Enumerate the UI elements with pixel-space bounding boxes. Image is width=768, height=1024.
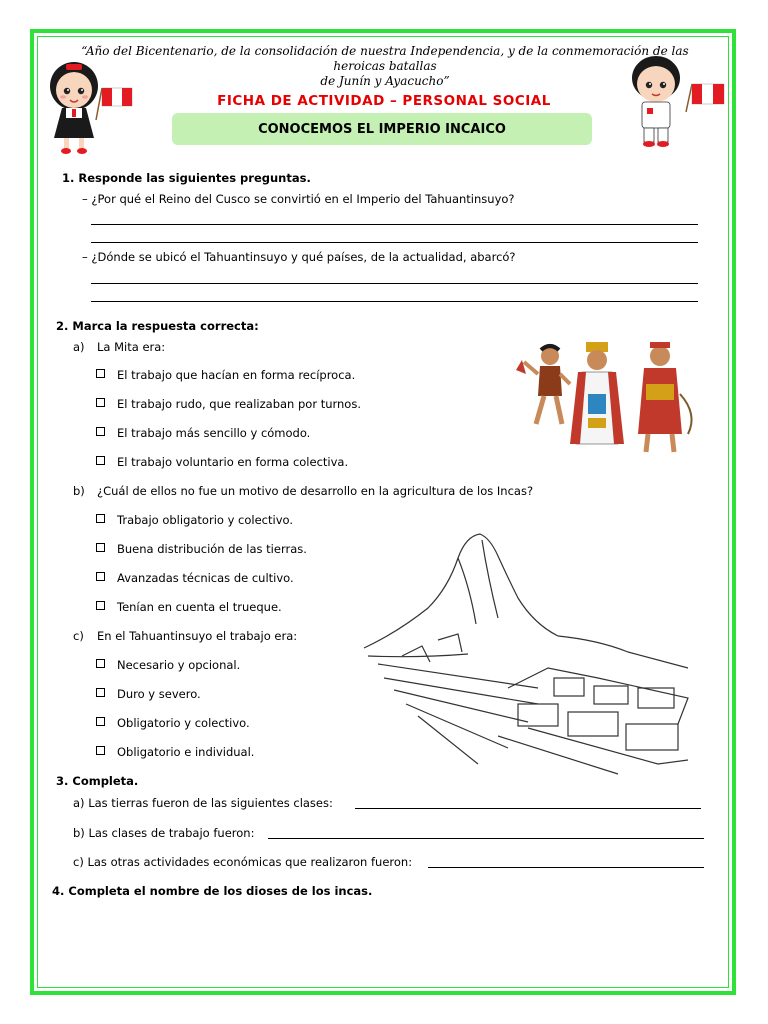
question-b-label: b) xyxy=(73,484,85,498)
quote-line-2: de Junín y Ayacucho” xyxy=(320,74,450,88)
question-a-text: La Mita era: xyxy=(97,340,166,354)
answer-line xyxy=(355,808,701,809)
answer-line xyxy=(91,224,698,225)
answer-line xyxy=(268,838,704,839)
option-a-4[interactable]: El trabajo voluntario en forma colectiva. xyxy=(96,455,348,469)
section-3-item-b: b) Las clases de trabajo fueron: xyxy=(73,826,255,840)
subtitle-text: CONOCEMOS EL IMPERIO INCAICO xyxy=(258,121,506,137)
option-b-4[interactable]: Tenían en cuenta el trueque. xyxy=(96,600,282,614)
machu-picchu-drawing xyxy=(358,528,698,780)
checkbox[interactable] xyxy=(96,601,105,610)
option-a-1[interactable]: El trabajo que hacían en forma recíproca. xyxy=(96,368,355,382)
section-3-heading: 3. Completa. xyxy=(56,774,139,788)
checkbox[interactable] xyxy=(96,456,105,465)
checkbox[interactable] xyxy=(96,398,105,407)
checkbox[interactable] xyxy=(96,572,105,581)
section-2-heading: 2. Marca la respuesta correcta: xyxy=(56,319,259,333)
checkbox[interactable] xyxy=(96,659,105,668)
option-c-2[interactable]: Duro y severo. xyxy=(96,687,201,701)
option-b-2[interactable]: Buena distribución de las tierras. xyxy=(96,542,307,556)
checkbox[interactable] xyxy=(96,369,105,378)
option-b-3[interactable]: Avanzadas técnicas de cultivo. xyxy=(96,571,294,585)
answer-line xyxy=(428,867,704,868)
section-1-heading: 1. Responde las siguientes preguntas. xyxy=(62,171,311,185)
section-1-question-1: – ¿Por qué el Reino del Cusco se convirtió en el Imperio del Tahuantinsuyo? xyxy=(82,192,515,206)
section-3-item-a: a) Las tierras fueron de las siguientes clases: xyxy=(73,796,333,810)
section-4-heading: 4. Completa el nombre de los dioses de los incas. xyxy=(52,884,373,898)
checkbox[interactable] xyxy=(96,746,105,755)
checkbox[interactable] xyxy=(96,688,105,697)
question-b-text: ¿Cuál de ellos no fue un motivo de desarrollo en la agricultura de los Incas? xyxy=(97,484,534,498)
inca-figures-illustration xyxy=(512,334,704,464)
question-a-label: a) xyxy=(73,340,85,354)
bicentenary-quote xyxy=(60,44,710,89)
answer-line xyxy=(91,283,698,284)
question-c-label: c) xyxy=(73,629,84,643)
section-1-question-2: – ¿Dónde se ubicó el Tahuantinsuyo y qué países, de la actualidad, abarcó? xyxy=(82,250,516,264)
checkbox[interactable] xyxy=(96,717,105,726)
page-subtitle xyxy=(172,113,592,145)
answer-line xyxy=(91,301,698,302)
question-c-text: En el Tahuantinsuyo el trabajo era: xyxy=(97,629,298,643)
option-c-4[interactable]: Obligatorio e individual. xyxy=(96,745,254,759)
checkbox[interactable] xyxy=(96,514,105,523)
option-a-3[interactable]: El trabajo más sencillo y cómodo. xyxy=(96,426,310,440)
checkbox[interactable] xyxy=(96,543,105,552)
option-c-1[interactable]: Necesario y opcional. xyxy=(96,658,240,672)
option-c-3[interactable]: Obligatorio y colectivo. xyxy=(96,716,250,730)
quote-line-1: “Año del Bicentenario, de la consolidación de nuestra Independencia, y de la conmemoración de las heroicas batallas xyxy=(81,44,689,73)
section-3-item-c: c) Las otras actividades económicas que realizaron fueron: xyxy=(73,855,413,869)
answer-line xyxy=(91,242,698,243)
option-b-1[interactable]: Trabajo obligatorio y colectivo. xyxy=(96,513,293,527)
page-title: FICHA DE ACTIVIDAD – PERSONAL SOCIAL xyxy=(217,93,551,109)
checkbox[interactable] xyxy=(96,427,105,436)
option-a-2[interactable]: El trabajo rudo, que realizaban por turnos. xyxy=(96,397,361,411)
